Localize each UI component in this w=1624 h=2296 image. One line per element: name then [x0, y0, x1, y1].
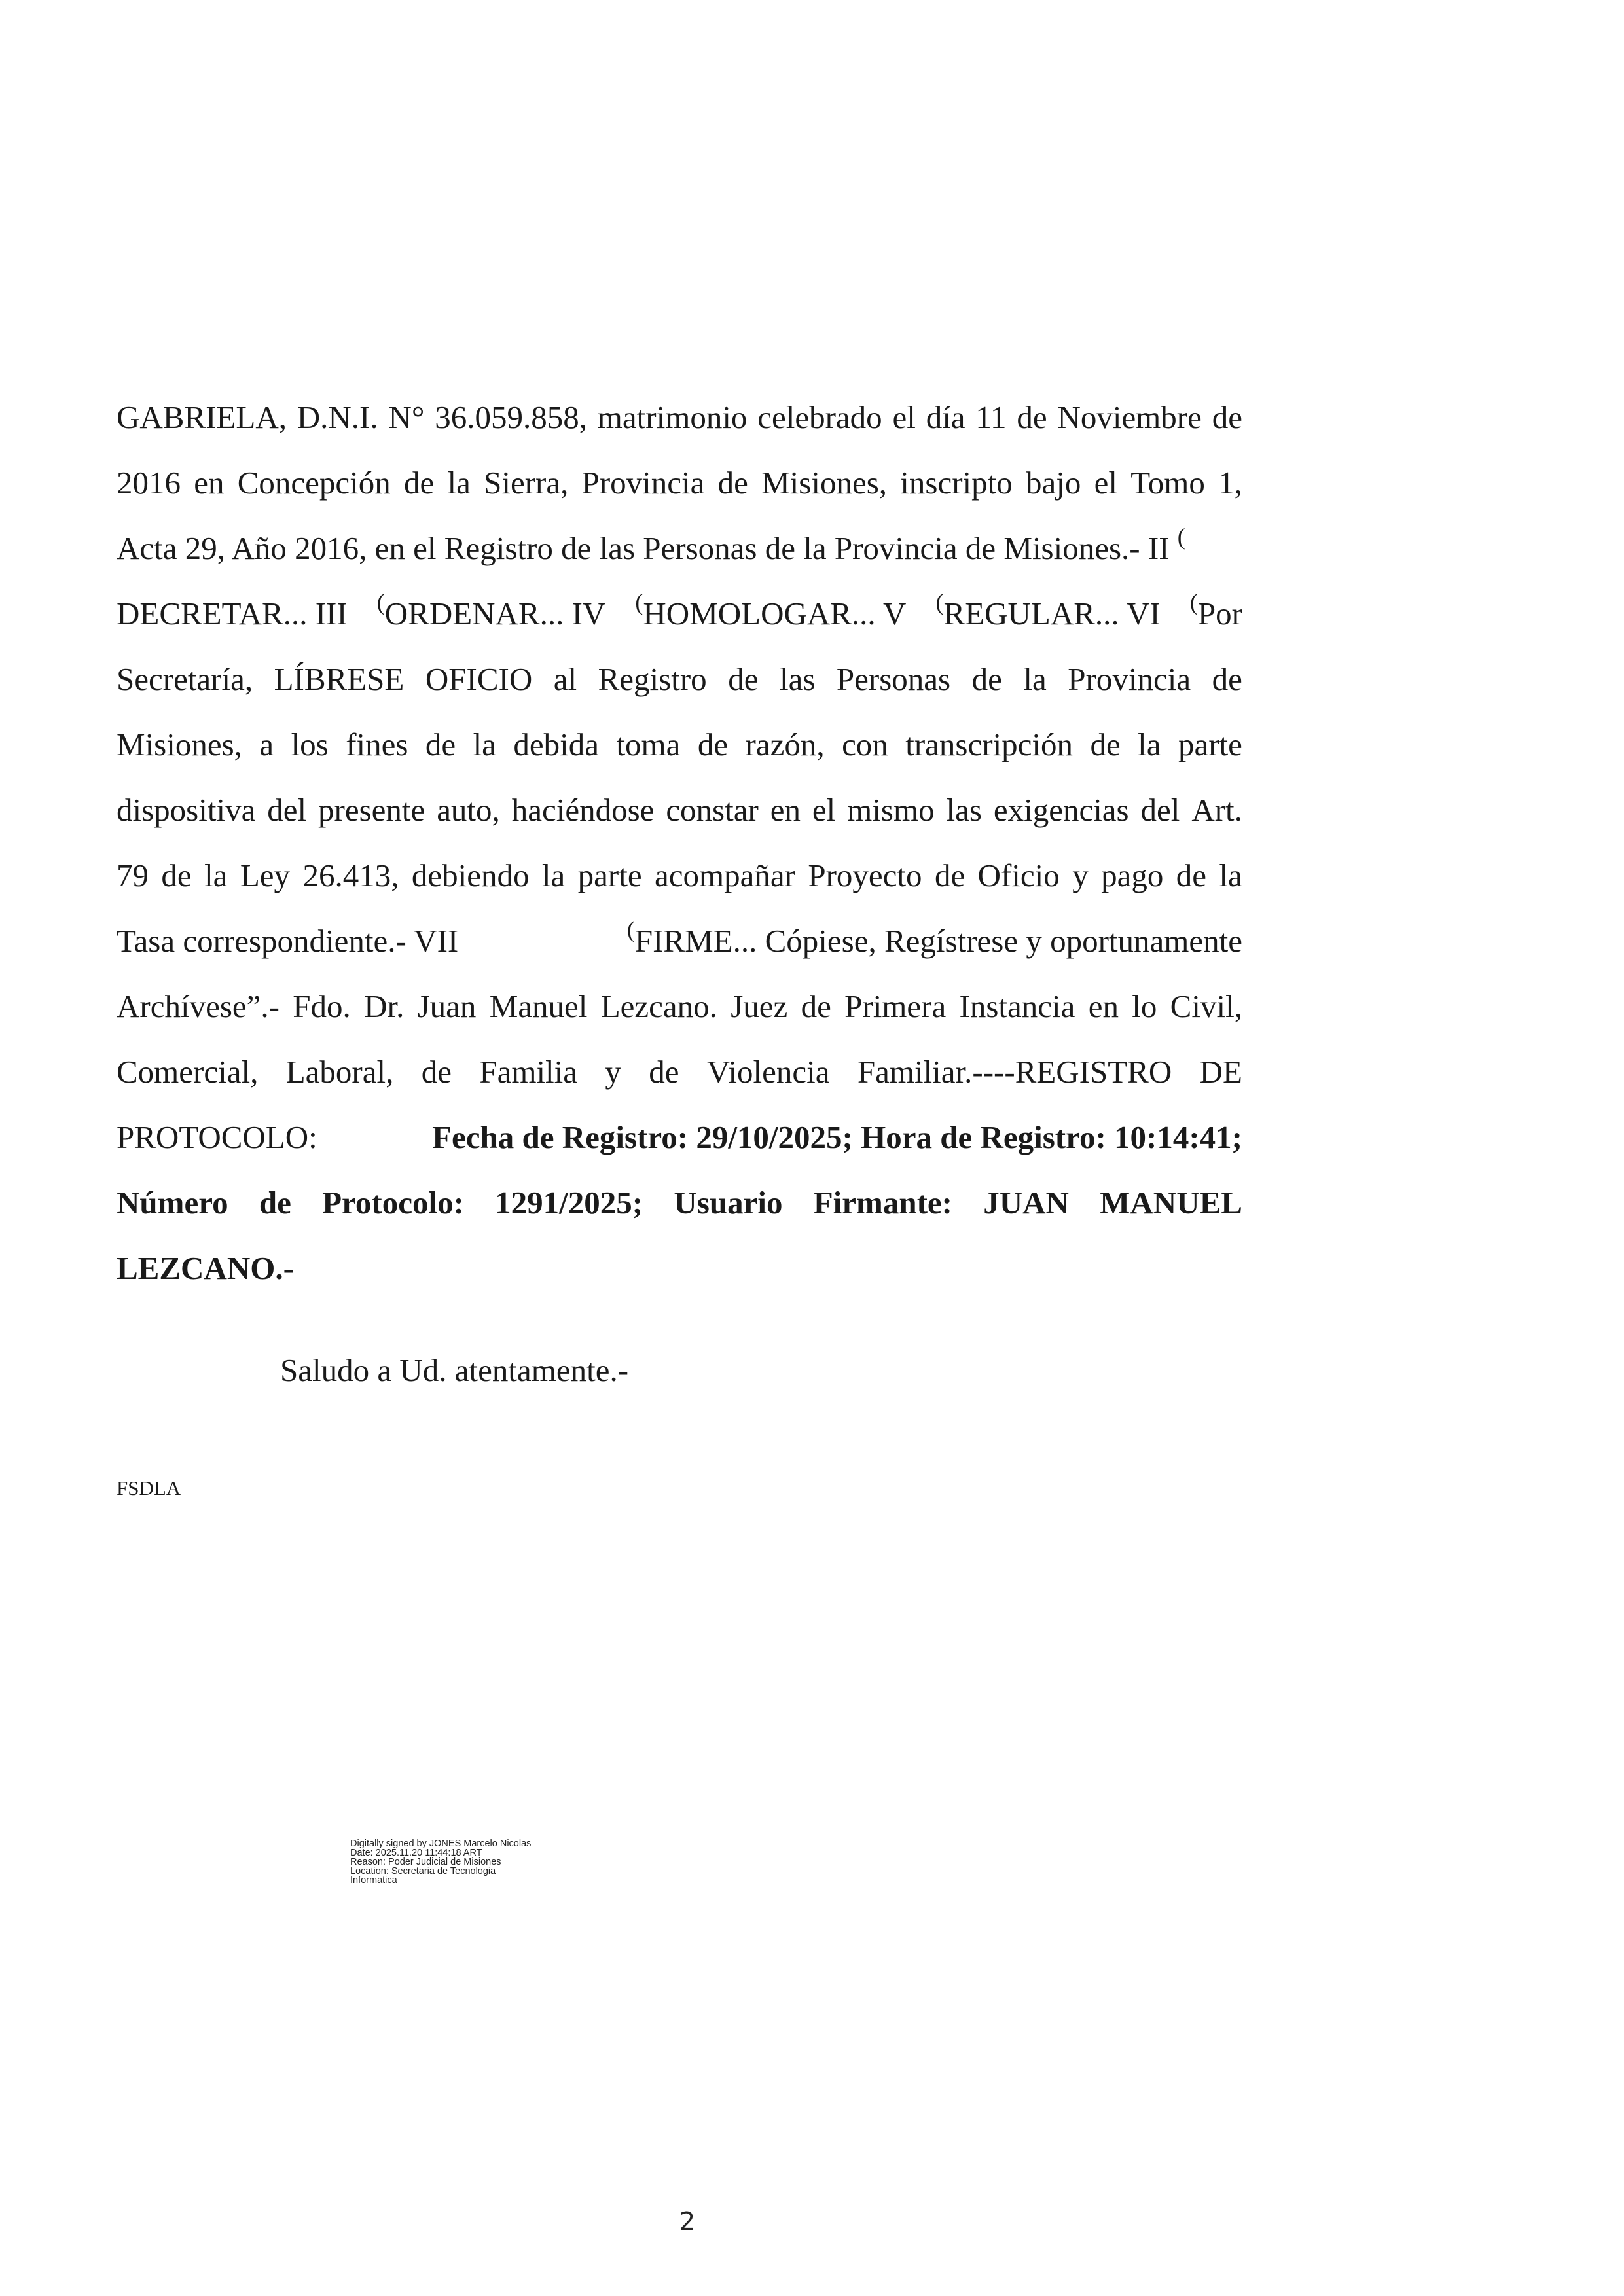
word: dispositiva	[117, 792, 256, 828]
text-line-14-content: LEZCANO.-	[117, 1250, 294, 1286]
word: mismo	[847, 792, 935, 828]
word: bajo	[1025, 465, 1081, 501]
word: toma	[616, 726, 681, 762]
word: Art.	[1191, 792, 1242, 828]
text-line-11-content	[117, 1039, 1242, 1105]
word: Lezcano.	[600, 988, 717, 1024]
word: debida	[513, 726, 599, 762]
word: de	[1212, 661, 1242, 697]
word: parte	[577, 857, 642, 893]
text-regular-label: REGULAR... VI	[943, 596, 1161, 632]
word: presente	[318, 792, 425, 828]
word: de	[1090, 726, 1121, 762]
word: de	[728, 661, 759, 697]
word: Violencia	[706, 1054, 830, 1090]
word: Manuel	[489, 988, 588, 1024]
word: fines	[346, 726, 408, 762]
signature-reason: Reason: Poder Judicial de Misiones	[350, 1857, 501, 1867]
word: Número	[117, 1185, 228, 1221]
word: con	[842, 726, 888, 762]
signature-signed-by: Digitally signed by JONES Marcelo Nicolas	[350, 1839, 532, 1849]
word: en	[770, 792, 801, 828]
word: 11	[975, 399, 1007, 435]
word: de	[717, 465, 748, 501]
word: los	[291, 726, 329, 762]
text-line-5-content	[117, 647, 1242, 712]
word: Usuario	[674, 1185, 783, 1221]
word: el	[812, 792, 836, 828]
word: GABRIELA,	[117, 399, 287, 435]
word: de	[161, 857, 192, 893]
word: en	[1088, 988, 1119, 1024]
closing-salutation: Saludo a Ud. atentamente.-	[280, 1352, 629, 1388]
word: constar	[666, 792, 759, 828]
digital-signature-block	[350, 1839, 531, 1885]
word: 26.413,	[302, 857, 399, 893]
word: 2016	[117, 465, 181, 501]
word: las	[946, 792, 982, 828]
word: 36.059.858,	[435, 399, 587, 435]
word: Familia	[479, 1054, 578, 1090]
word: la	[1138, 726, 1161, 762]
text-tasa-label: Tasa correspondiente.- VII	[117, 923, 459, 959]
text-line-9	[117, 908, 1242, 974]
signature-location-cont: Informatica	[350, 1875, 397, 1886]
text-line-10-content	[117, 974, 1242, 1039]
word: Protocolo:	[322, 1185, 464, 1221]
word: del	[267, 792, 307, 828]
text-tasa	[117, 908, 458, 974]
word: la	[541, 857, 566, 893]
word: las	[779, 661, 816, 697]
word: de	[421, 1054, 452, 1090]
text-line-8	[117, 843, 1242, 908]
text-line-2-content	[117, 450, 1242, 516]
word: Ley	[240, 857, 291, 893]
text-line-14	[117, 1236, 1242, 1301]
word: Secretaría,	[117, 661, 253, 697]
signature-date: Date: 2025.11.20 11:44:18 ART	[350, 1848, 482, 1858]
word: Provincia	[1068, 661, 1191, 697]
word: inscripto	[900, 465, 1013, 501]
word: de	[404, 465, 435, 501]
text-line-5	[117, 647, 1242, 712]
word: de	[649, 1054, 679, 1090]
word: JUAN	[983, 1185, 1069, 1221]
word: Registro	[598, 661, 707, 697]
text-registro-fecha-hora: Fecha de Registro: 29/10/2025; Hora de Registro: 10:14:41;	[432, 1119, 1242, 1155]
word: lo	[1132, 988, 1157, 1024]
word: MANUEL	[1100, 1185, 1242, 1221]
paren-mark: (	[935, 589, 944, 615]
word: Misiones,	[117, 726, 242, 762]
text-line-12	[117, 1105, 1242, 1170]
word: de	[934, 857, 965, 893]
word: la	[473, 726, 496, 762]
signature-location: Location: Secretaria de Tecnologia	[350, 1866, 496, 1876]
word: exigencias	[993, 792, 1129, 828]
word: de	[1176, 857, 1206, 893]
text-line-3	[117, 516, 1242, 581]
text-ordenar-label: ORDENAR... IV	[384, 596, 606, 632]
word: Firmante:	[813, 1185, 952, 1221]
word: en	[194, 465, 225, 501]
word: Fdo.	[293, 988, 351, 1024]
word: día	[926, 399, 965, 435]
word: Concepción	[237, 465, 391, 501]
text-por-label: Por	[1197, 596, 1242, 632]
text-regular	[936, 581, 1161, 647]
text-homologar-label: HOMOLOGAR... V	[643, 596, 907, 632]
word: de	[971, 661, 1002, 697]
word: de	[697, 726, 729, 762]
word: la	[1219, 857, 1242, 893]
word: de	[425, 726, 456, 762]
word: del	[1140, 792, 1180, 828]
text-line-10	[117, 974, 1242, 1039]
word: a	[259, 726, 274, 762]
word: pago	[1101, 857, 1164, 893]
paren-mark: (	[376, 589, 385, 615]
word: 1291/2025;	[495, 1185, 643, 1221]
word: DE	[1199, 1054, 1242, 1090]
word: y	[1072, 857, 1089, 893]
text-firme	[627, 908, 1242, 974]
paren-mark: (	[1177, 524, 1185, 550]
word: transcripción	[905, 726, 1074, 762]
word: la	[204, 857, 228, 893]
text-line-4	[117, 581, 1242, 647]
word: Juan	[417, 988, 477, 1024]
text-line-2	[117, 450, 1242, 516]
text-line-6	[117, 712, 1242, 778]
word: Archívese”.-	[117, 988, 280, 1024]
word: auto,	[437, 792, 500, 828]
text-line-6-content	[117, 712, 1242, 778]
word: Sierra,	[484, 465, 569, 501]
word: celebrado	[757, 399, 882, 435]
text-homologar	[635, 581, 906, 647]
text-firme-label: FIRME... Cópiese, Regístrese y oportunamente	[634, 923, 1242, 959]
word: al	[553, 661, 577, 697]
text-por	[1190, 581, 1242, 647]
word: razón,	[745, 726, 825, 762]
text-line-8-content	[117, 843, 1242, 908]
word: Oficio	[977, 857, 1060, 893]
word: debiendo	[411, 857, 530, 893]
word: el	[1094, 465, 1117, 501]
word: Laboral,	[285, 1054, 394, 1090]
paren-mark: (	[626, 916, 635, 942]
text-line-13-content	[117, 1170, 1242, 1236]
word: Instancia	[959, 988, 1075, 1024]
text-decretar-label: DECRETAR... III	[117, 596, 348, 632]
word: Noviembre	[1057, 399, 1202, 435]
word: de	[259, 1185, 291, 1221]
word: Dr.	[364, 988, 405, 1024]
author-initials: FSDLA	[117, 1477, 181, 1499]
paren-mark: (	[635, 589, 643, 615]
text-line-3-content: Acta 29, Año 2016, en el Registro de las Personas de la Provincia de Misiones.- II	[117, 530, 1170, 566]
text-line-7	[117, 778, 1242, 843]
paren-mark: (	[1189, 589, 1198, 615]
word: de	[1017, 399, 1047, 435]
text-line-1	[117, 385, 1242, 450]
word: Personas	[836, 661, 951, 697]
word: Tomo	[1130, 465, 1205, 501]
page-number: 2	[679, 2207, 696, 2236]
text-line-13	[117, 1170, 1242, 1236]
word: 79	[117, 857, 149, 893]
word: Provincia	[581, 465, 705, 501]
word: LÍBRESE	[274, 661, 405, 697]
word: Civil,	[1170, 988, 1242, 1024]
word: N°	[388, 399, 425, 435]
word: parte	[1178, 726, 1242, 762]
word: 1,	[1218, 465, 1242, 501]
word: el	[892, 399, 916, 435]
word: de	[1212, 399, 1242, 435]
word: Misiones,	[761, 465, 888, 501]
document-body	[117, 385, 1242, 1301]
word: la	[1023, 661, 1047, 697]
word: de	[801, 988, 831, 1024]
text-line-1-content	[117, 385, 1242, 450]
word: D.N.I.	[297, 399, 378, 435]
word: OFICIO	[425, 661, 533, 697]
word: haciéndose	[511, 792, 655, 828]
text-line-11	[117, 1039, 1242, 1105]
word: Primera	[844, 988, 947, 1024]
word: Familiar.----REGISTRO	[857, 1054, 1172, 1090]
word: y	[605, 1054, 621, 1090]
text-ordenar	[377, 581, 606, 647]
word: Juez	[731, 988, 788, 1024]
text-line-7-content	[117, 778, 1242, 843]
word: Proyecto	[808, 857, 922, 893]
text-protocolo-label: PROTOCOLO:	[117, 1119, 317, 1155]
word: la	[447, 465, 471, 501]
word: acompañar	[655, 857, 795, 893]
word: matrimonio	[597, 399, 748, 435]
word: Comercial,	[117, 1054, 259, 1090]
text-decretar	[117, 581, 348, 647]
